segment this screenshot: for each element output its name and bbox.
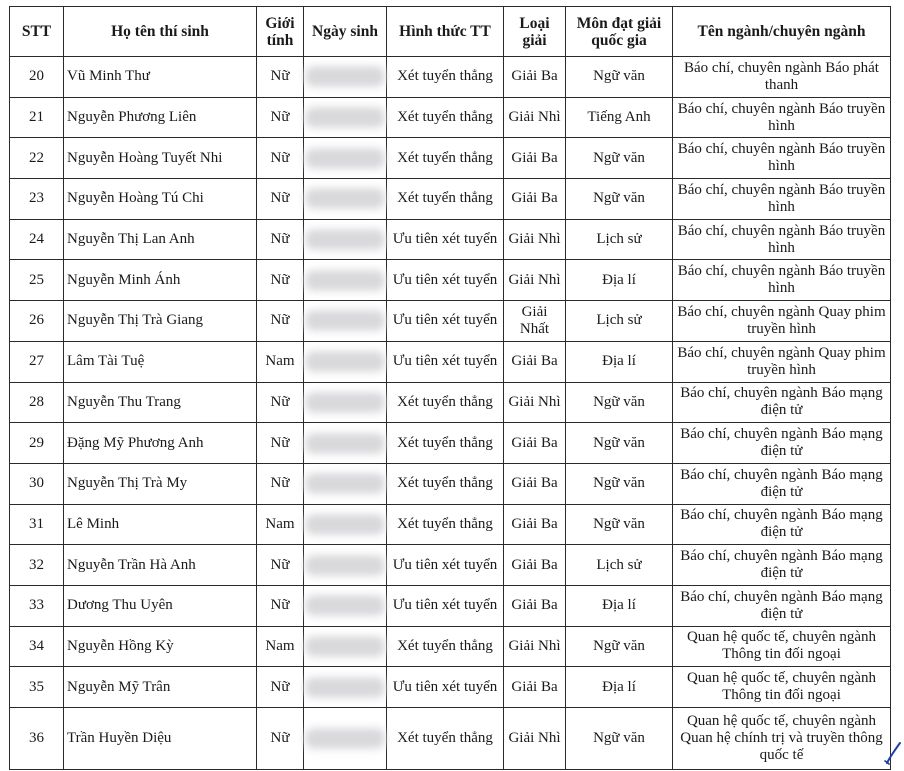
cell-name: Lê Minh <box>64 504 257 545</box>
cell-dob <box>304 667 387 708</box>
cell-subject: Lịch sử <box>566 301 673 342</box>
cell-name: Dương Thu Uyên <box>64 585 257 626</box>
header-prize: Loại giải <box>504 7 566 57</box>
table-row <box>10 341 891 382</box>
cell-gender: Nữ <box>257 57 304 98</box>
redacted-dob <box>308 598 382 613</box>
cell-prize: Giải Nhì <box>504 626 566 667</box>
roster-body <box>10 57 891 770</box>
cell-major: Báo chí, chuyên ngành Báo phát thanh <box>673 57 891 98</box>
cell-gender: Nữ <box>257 179 304 220</box>
cell-dob <box>304 260 387 301</box>
cell-subject: Ngữ văn <box>566 463 673 504</box>
table-row <box>10 545 891 586</box>
table-row <box>10 57 891 98</box>
cell-method: Ưu tiên xét tuyển <box>387 301 504 342</box>
header-stt: STT <box>10 7 64 57</box>
cell-prize: Giải Nhì <box>504 219 566 260</box>
cell-method: Xét tuyển thẳng <box>387 138 504 179</box>
cell-name: Nguyễn Thị Trà Giang <box>64 301 257 342</box>
cell-dob <box>304 585 387 626</box>
cell-gender: Nữ <box>257 97 304 138</box>
cell-gender: Nữ <box>257 382 304 423</box>
cell-dob <box>304 341 387 382</box>
header-dob: Ngày sinh <box>304 7 387 57</box>
table-row <box>10 138 891 179</box>
cell-prize: Giải Ba <box>504 341 566 382</box>
cell-method: Ưu tiên xét tuyển <box>387 667 504 708</box>
cell-dob <box>304 97 387 138</box>
table-row <box>10 97 891 138</box>
redacted-dob <box>308 191 382 206</box>
cell-gender: Nam <box>257 341 304 382</box>
cell-gender: Nữ <box>257 463 304 504</box>
cell-prize: Giải Ba <box>504 138 566 179</box>
cell-subject: Ngữ văn <box>566 57 673 98</box>
cell-prize: Giải Ba <box>504 463 566 504</box>
cell-method: Xét tuyển thẳng <box>387 463 504 504</box>
table-row <box>10 585 891 626</box>
cell-stt: 22 <box>10 138 64 179</box>
redacted-dob <box>308 731 382 746</box>
header-subject: Môn đạt giải quốc gia <box>566 7 673 57</box>
cell-dob <box>304 423 387 464</box>
table-row <box>10 708 891 770</box>
cell-method: Ưu tiên xét tuyển <box>387 260 504 301</box>
cell-dob <box>304 382 387 423</box>
cell-subject: Ngữ văn <box>566 626 673 667</box>
cell-stt: 36 <box>10 708 64 770</box>
cell-method: Xét tuyển thẳng <box>387 382 504 423</box>
header-major: Tên ngành/chuyên ngành <box>673 7 891 57</box>
cell-major: Báo chí, chuyên ngành Báo truyền hình <box>673 260 891 301</box>
cell-prize: Giải Nhất <box>504 301 566 342</box>
cell-subject: Ngữ văn <box>566 179 673 220</box>
cell-stt: 30 <box>10 463 64 504</box>
cell-name: Nguyễn Thu Trang <box>64 382 257 423</box>
cell-method: Xét tuyển thẳng <box>387 97 504 138</box>
cell-gender: Nữ <box>257 138 304 179</box>
cell-prize: Giải Ba <box>504 585 566 626</box>
cell-stt: 33 <box>10 585 64 626</box>
cell-name: Nguyễn Thị Lan Anh <box>64 219 257 260</box>
cell-stt: 20 <box>10 57 64 98</box>
cell-stt: 32 <box>10 545 64 586</box>
cell-major: Báo chí, chuyên ngành Báo truyền hình <box>673 138 891 179</box>
header-row <box>10 7 891 57</box>
redacted-dob <box>308 680 382 695</box>
table-row <box>10 219 891 260</box>
cell-gender: Nữ <box>257 301 304 342</box>
cell-gender: Nữ <box>257 545 304 586</box>
table-row <box>10 626 891 667</box>
cell-stt: 28 <box>10 382 64 423</box>
cell-method: Xét tuyển thẳng <box>387 626 504 667</box>
cell-method: Xét tuyển thẳng <box>387 708 504 770</box>
header-gender: Giới tính <box>257 7 304 57</box>
redacted-dob <box>308 232 382 247</box>
cell-prize: Giải Nhì <box>504 97 566 138</box>
cell-subject: Ngữ văn <box>566 423 673 464</box>
cell-subject: Địa lí <box>566 260 673 301</box>
cell-stt: 25 <box>10 260 64 301</box>
cell-gender: Nữ <box>257 585 304 626</box>
cell-method: Xét tuyển thẳng <box>387 504 504 545</box>
cell-major: Báo chí, chuyên ngành Báo mạng điện tử <box>673 423 891 464</box>
cell-stt: 24 <box>10 219 64 260</box>
cell-prize: Giải Ba <box>504 504 566 545</box>
cell-stt: 35 <box>10 667 64 708</box>
cell-major: Báo chí, chuyên ngành Báo mạng điện tử <box>673 545 891 586</box>
cell-name: Đặng Mỹ Phương Anh <box>64 423 257 464</box>
cell-name: Vũ Minh Thư <box>64 57 257 98</box>
cell-prize: Giải Nhì <box>504 260 566 301</box>
cell-gender: Nữ <box>257 667 304 708</box>
cell-dob <box>304 57 387 98</box>
cell-method: Ưu tiên xét tuyển <box>387 545 504 586</box>
ink-tick-icon <box>884 741 902 765</box>
cell-name: Nguyễn Hoàng Tú Chi <box>64 179 257 220</box>
cell-gender: Nam <box>257 504 304 545</box>
cell-major: Báo chí, chuyên ngành Báo mạng điện tử <box>673 382 891 423</box>
cell-major: Báo chí, chuyên ngành Báo truyền hình <box>673 97 891 138</box>
cell-gender: Nữ <box>257 260 304 301</box>
cell-subject: Ngữ văn <box>566 382 673 423</box>
table-row <box>10 504 891 545</box>
table-row <box>10 382 891 423</box>
cell-name: Nguyễn Mỹ Trân <box>64 667 257 708</box>
redacted-dob <box>308 476 382 491</box>
cell-name: Trần Huyền Diệu <box>64 708 257 770</box>
cell-method: Ưu tiên xét tuyển <box>387 585 504 626</box>
redacted-dob <box>308 273 382 288</box>
cell-gender: Nữ <box>257 423 304 464</box>
redacted-dob <box>308 558 382 573</box>
redacted-dob <box>308 69 382 84</box>
cell-name: Nguyễn Hoàng Tuyết Nhi <box>64 138 257 179</box>
cell-subject: Địa lí <box>566 585 673 626</box>
redacted-dob <box>308 313 382 328</box>
table-row <box>10 301 891 342</box>
cell-subject: Ngữ văn <box>566 504 673 545</box>
cell-prize: Giải Ba <box>504 57 566 98</box>
cell-major: Quan hệ quốc tế, chuyên ngành Thông tin đối ngoại <box>673 626 891 667</box>
cell-major: Báo chí, chuyên ngành Quay phim truyền hình <box>673 341 891 382</box>
cell-method: Ưu tiên xét tuyển <box>387 219 504 260</box>
cell-subject: Ngữ văn <box>566 708 673 770</box>
redacted-dob <box>308 517 382 532</box>
cell-subject: Địa lí <box>566 667 673 708</box>
cell-gender: Nam <box>257 626 304 667</box>
cell-subject: Tiếng Anh <box>566 97 673 138</box>
cell-major: Báo chí, chuyên ngành Báo mạng điện tử <box>673 585 891 626</box>
cell-prize: Giải Nhì <box>504 382 566 423</box>
cell-method: Xét tuyển thẳng <box>387 57 504 98</box>
redacted-dob <box>308 639 382 654</box>
cell-prize: Giải Ba <box>504 545 566 586</box>
cell-stt: 26 <box>10 301 64 342</box>
cell-dob <box>304 708 387 770</box>
cell-dob <box>304 179 387 220</box>
cell-major: Báo chí, chuyên ngành Báo mạng điện tử <box>673 504 891 545</box>
cell-major: Quan hệ quốc tế, chuyên ngành Quan hệ chính trị và truyền thông quốc tế <box>673 708 891 770</box>
cell-subject: Lịch sử <box>566 219 673 260</box>
cell-stt: 29 <box>10 423 64 464</box>
table-row <box>10 667 891 708</box>
cell-dob <box>304 301 387 342</box>
cell-name: Lâm Tài Tuệ <box>64 341 257 382</box>
table-row <box>10 423 891 464</box>
cell-dob <box>304 219 387 260</box>
cell-dob <box>304 545 387 586</box>
cell-dob <box>304 504 387 545</box>
cell-subject: Lịch sử <box>566 545 673 586</box>
cell-prize: Giải Nhì <box>504 708 566 770</box>
cell-method: Xét tuyển thẳng <box>387 179 504 220</box>
student-roster-table <box>9 6 891 770</box>
cell-name: Nguyễn Phương Liên <box>64 97 257 138</box>
cell-stt: 21 <box>10 97 64 138</box>
cell-method: Xét tuyển thẳng <box>387 423 504 464</box>
cell-gender: Nữ <box>257 219 304 260</box>
cell-major: Báo chí, chuyên ngành Báo mạng điện tử <box>673 463 891 504</box>
cell-prize: Giải Ba <box>504 179 566 220</box>
cell-name: Nguyễn Minh Ánh <box>64 260 257 301</box>
redacted-dob <box>308 151 382 166</box>
cell-major: Báo chí, chuyên ngành Báo truyền hình <box>673 179 891 220</box>
cell-prize: Giải Ba <box>504 423 566 464</box>
cell-major: Báo chí, chuyên ngành Báo truyền hình <box>673 219 891 260</box>
cell-stt: 27 <box>10 341 64 382</box>
redacted-dob <box>308 354 382 369</box>
table-row <box>10 260 891 301</box>
table-row <box>10 179 891 220</box>
header-name: Họ tên thí sinh <box>64 7 257 57</box>
cell-stt: 23 <box>10 179 64 220</box>
cell-major: Báo chí, chuyên ngành Quay phim truyền hình <box>673 301 891 342</box>
redacted-dob <box>308 395 382 410</box>
cell-dob <box>304 626 387 667</box>
redacted-dob <box>308 436 382 451</box>
header-method: Hình thức TT <box>387 7 504 57</box>
cell-dob <box>304 138 387 179</box>
redacted-dob <box>308 110 382 125</box>
cell-subject: Ngữ văn <box>566 138 673 179</box>
cell-stt: 34 <box>10 626 64 667</box>
cell-name: Nguyễn Hồng Kỳ <box>64 626 257 667</box>
cell-stt: 31 <box>10 504 64 545</box>
cell-method: Ưu tiên xét tuyển <box>387 341 504 382</box>
cell-name: Nguyễn Thị Trà My <box>64 463 257 504</box>
cell-name: Nguyễn Trần Hà Anh <box>64 545 257 586</box>
cell-gender: Nữ <box>257 708 304 770</box>
cell-major: Quan hệ quốc tế, chuyên ngành Thông tin đối ngoại <box>673 667 891 708</box>
cell-subject: Địa lí <box>566 341 673 382</box>
cell-dob <box>304 463 387 504</box>
cell-prize: Giải Ba <box>504 667 566 708</box>
table-row <box>10 463 891 504</box>
